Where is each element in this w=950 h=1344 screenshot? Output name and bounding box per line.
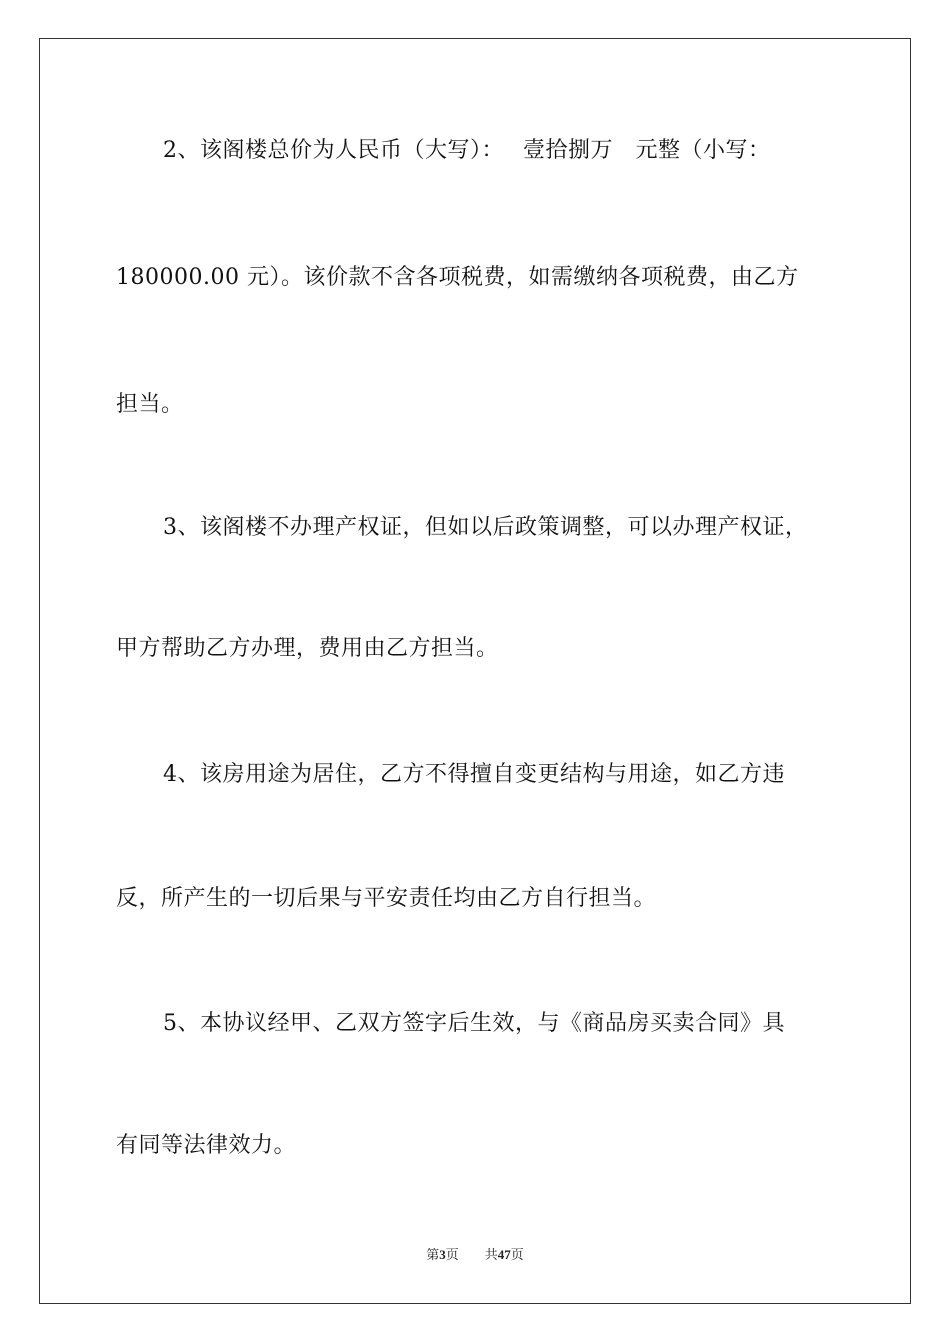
footer-total-suffix: 页 — [510, 1247, 524, 1262]
clause-4-line-2: 反，所产生的一切后果与平安责任均由乙方自行担当。 — [116, 886, 657, 911]
clause-3-line-1: 3、该阁楼不办理产权证，但如以后政策调整，可以办理产权证， — [163, 515, 808, 540]
clause-4-line-1: 4、该房用途为居住，乙方不得擅自变更结构与用途，如乙方违 — [163, 762, 785, 787]
page-border — [39, 38, 911, 1304]
footer-page-prefix: 第 — [426, 1247, 440, 1262]
clause-5-line-2: 有同等法律效力。 — [116, 1133, 297, 1158]
footer-total-prefix: 共 — [484, 1247, 498, 1262]
clause-2-line-2: 180000.00 元）。该价款不含各项税费，如需缴纳各项税费，由乙方 — [116, 265, 799, 290]
clause-2-line-3: 担当。 — [116, 392, 184, 417]
page-footer — [0, 1247, 950, 1263]
footer-page-suffix: 页 — [445, 1247, 459, 1262]
footer-page-number: 3 — [439, 1247, 446, 1262]
footer-total-pages: 47 — [497, 1247, 511, 1262]
clause-2-line-1: 2、该阁楼总价为人民币（大写）： 壹拾捌万 元整（小写： — [163, 138, 771, 163]
clause-5-line-1: 5、本协议经甲、乙双方签字后生效，与《商品房买卖合同》具 — [163, 1011, 785, 1036]
clause-3-line-2: 甲方帮助乙方办理，费用由乙方担当。 — [116, 636, 499, 661]
